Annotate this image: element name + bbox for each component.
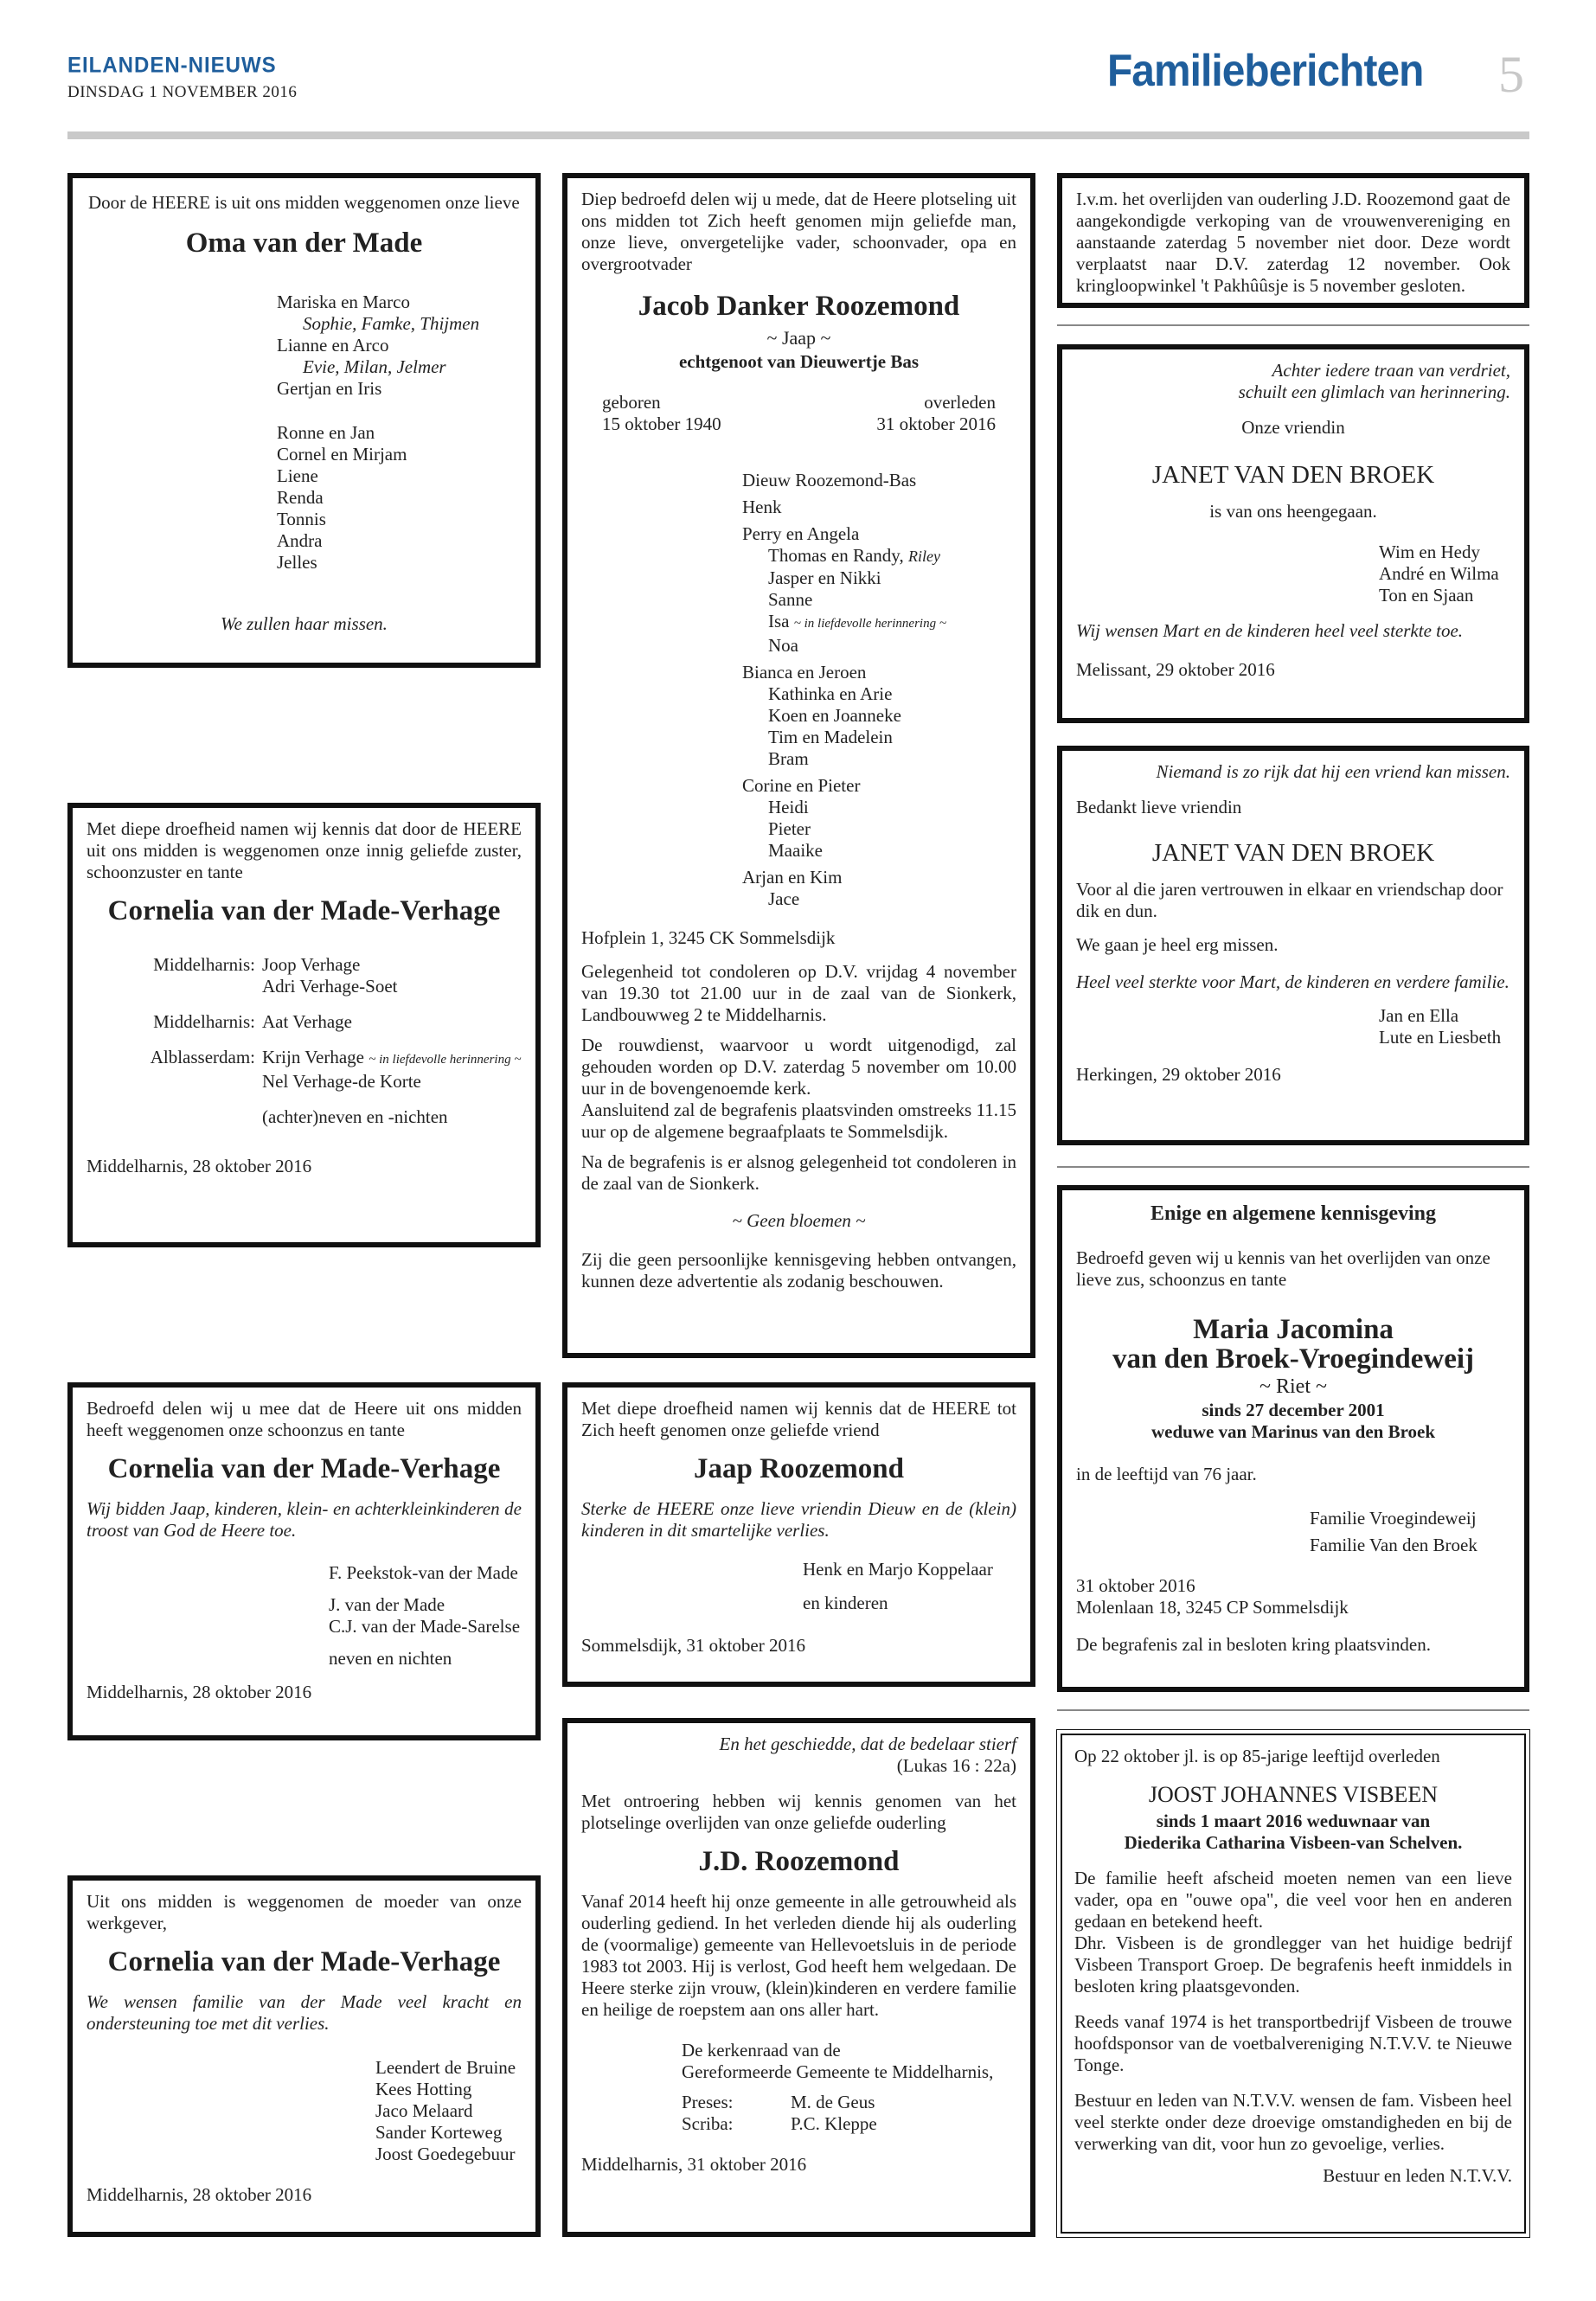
ad-maria-jacomina: [1057, 1185, 1529, 1692]
widow-since: sinds 27 december 2001: [1202, 1400, 1385, 1420]
ad-intro: Bedroefd geven wij u kennis van het overlijden van onze lieve zus, schoonzus en tante: [1076, 1247, 1490, 1290]
deceased-name: Oma van der Made: [185, 228, 423, 259]
family-member: Jelles: [277, 552, 317, 573]
family-member: [742, 705, 1016, 727]
ad-footer: Herkingen, 29 oktober 2016: [1076, 1064, 1281, 1085]
family-list: [88, 292, 520, 574]
signer: neven en nichten: [329, 1648, 452, 1669]
after-info: Na de begrafenis is er alsnog gelegenheid tot condoleren in de zaal van de Sionkerk.: [581, 1151, 1016, 1194]
family-member-name: Perry en Angela: [742, 523, 860, 544]
family-member-extra: Riley: [907, 548, 940, 565]
family-member: Evie, Milan, Jelmer: [303, 356, 446, 377]
ad-oma-van-der-made: [67, 173, 541, 668]
ad-cornelia-schoonzus: [67, 1382, 541, 1740]
family-member-name: Dieuw Roozemond-Bas: [742, 470, 917, 490]
deceased-name: J.D. Roozemond: [698, 1846, 900, 1877]
section-title: Familieberichten: [1107, 46, 1424, 96]
service-info: De rouwdienst, waarvoor u wordt uitgenodigd, zal gehouden worden op D.V. zaterdag 5 november om 10.00 uur in de bovengenoemde kerk.: [581, 1035, 1016, 1099]
relative: Adri Verhage-Soet: [262, 976, 398, 997]
place: Alblasserdam:: [150, 1047, 255, 1067]
closing-line: We zullen haar missen.: [221, 613, 388, 634]
announcement-text: I.v.m. het overlijden van ouderling J.D. Roozemond gaat de aangekondigde verkoping van de vrouwenvereniging en aanstaande zaterdag 5 november niet door. Deze wordt verplaatst naar D.V. zaterdag 12 november. Ook kringloopwinkel 't Pakhûûsje is 5 november gesloten.: [1076, 189, 1510, 296]
signer: Henk en Marjo Koppelaar: [803, 1559, 993, 1580]
ad-paragraph: Bestuur en leden van N.T.V.V. wensen de fam. Visbeen heel veel sterkte onder deze droevige omstandigheden en bij de verwerking van dit, voor hun zo gevoelige, verlies.: [1074, 2090, 1512, 2154]
memorial-note: ~ in liefdevolle herinnering ~: [369, 1053, 522, 1067]
memorial-note: ~ in liefdevolle herinnering ~: [793, 617, 946, 631]
deceased-name-last: van den Broek-Vroegindeweij: [1112, 1343, 1474, 1375]
sender: Gereformeerde Gemeente te Middelharnis,: [682, 2061, 994, 2082]
ad-wish: Heel veel sterkte voor Mart, de kinderen en verdere familie.: [1076, 971, 1509, 992]
ad-wish: Wij wensen Mart en de kinderen heel veel sterkte toe.: [1076, 620, 1464, 641]
ad-heading: Enige en algemene kennisgeving: [1150, 1202, 1436, 1225]
family-member: [742, 545, 1016, 567]
death-date: 31 oktober 2016: [1076, 1575, 1195, 1596]
bible-reference: (Lukas 16 : 22a): [896, 1755, 1016, 1776]
ad-footer: Middelharnis, 28 oktober 2016: [87, 1682, 312, 1702]
family-member-name: Bianca en Jeroen: [742, 662, 867, 683]
family-member-name: Maaike: [768, 840, 823, 861]
ad-body: Vanaf 2014 heeft hij onze gemeente in alle getrouwheid als ouderling gediend. In het verleden diende hij als ouderling de (voormalige) gemeente van Hellevoetsluis in de periode 1983 tot 2003. Hij is verlost, God heeft hem welgedaan. De Heere sterke zijn vrouw, (klein)kinderen en verdere familie en heilige de roepstem aan ons aller hart.: [581, 1891, 1016, 2020]
ad-wish: Sterke de HEERE onze lieve vriendin Dieuw en de (klein) kinderen in dit smartelijke verlies.: [581, 1498, 1016, 1541]
relative: Krijn Verhage: [262, 1047, 364, 1067]
family-member-name: Tim en Madelein: [768, 727, 893, 747]
family-member: [742, 567, 1016, 589]
funeral-info: De begrafenis zal in besloten kring plaatsvinden.: [1076, 1634, 1431, 1655]
signer: Jan en Ella: [1379, 1005, 1459, 1026]
signer: Leendert de Bruine: [375, 2057, 516, 2078]
family-member: [742, 797, 1016, 818]
ad-footer: Melissant, 29 oktober 2016: [1076, 659, 1275, 680]
family-member: [742, 683, 1016, 705]
signer: Sander Korteweg: [375, 2122, 503, 2143]
ad-paragraph: De familie heeft afscheid moeten nemen van een lieve vader, opa en "ouwe opa", die veel voor hen en anderen gedaan en betekend heeft.: [1074, 1868, 1512, 1932]
family-member: [742, 840, 1016, 862]
died-label: overleden: [924, 392, 996, 413]
ad-line: is van ons heengegaan.: [1209, 501, 1377, 522]
sender: De kerkenraad van de: [682, 2040, 841, 2061]
family-member: [742, 589, 1016, 611]
deceased-name: JANET VAN DEN BROEK: [1151, 839, 1435, 867]
address: Hofplein 1, 3245 CK Sommelsdijk: [581, 927, 836, 948]
ad-intro: Bedankt lieve vriendin: [1076, 797, 1242, 817]
family-member-name: Pieter: [768, 818, 811, 839]
family-member-name: Sanne: [768, 589, 813, 610]
family-member: [742, 635, 1016, 657]
family-member: Renda: [277, 487, 324, 508]
ad-joost-visbeen: [1061, 1734, 1526, 2234]
ad-paragraph: Dhr. Visbeen is de grondlegger van het huidige bedrijf Visbeen Transport Groep. De begrafenis heeft inmiddels in besloten kring plaatsgevonden.: [1074, 1932, 1512, 1997]
widower-since: sinds 1 maart 2016 weduwnaar van: [1156, 1811, 1431, 1831]
ad-intro: Door de HEERE is uit ons midden weggenomen onze lieve: [88, 192, 520, 213]
family-member: Cornel en Mirjam: [277, 444, 407, 465]
signer: F. Peekstok-van der Made: [329, 1562, 518, 1583]
family-member: Gertjan en Iris: [277, 378, 382, 399]
ad-intro: Diep bedroefd delen wij u mede, dat de Heere plotseling uit ons midden tot Zich heeft genomen mijn geliefde man, onze lieve, onvergetelijke vader, schoonvader, opa en overgrootvader: [581, 189, 1016, 274]
newspaper-brand: EILANDEN-NIEUWS: [67, 53, 277, 78]
family-member: [742, 662, 1016, 683]
family-member: Sophie, Famke, Thijmen: [303, 313, 480, 334]
family-signer: Familie Van den Broek: [1310, 1535, 1477, 1555]
signer: Jaco Melaard: [375, 2100, 473, 2121]
signer: Wim en Hedy: [1379, 542, 1480, 562]
issue-date: DINSDAG 1 NOVEMBER 2016: [67, 83, 298, 101]
family-member-name: Isa: [768, 611, 790, 631]
deceased-name-first: Maria Jacomina: [1193, 1314, 1394, 1345]
ad-footer: Middelharnis, 31 oktober 2016: [581, 2154, 807, 2175]
header-rule: [67, 131, 1529, 139]
family-member: Lianne en Arco: [277, 335, 389, 356]
family-signer: Familie Vroegindeweij: [1310, 1508, 1477, 1529]
family-member-name: Thomas en Randy,: [768, 545, 904, 566]
family-member: Ronne en Jan: [277, 422, 375, 443]
quote-line: Achter iedere traan van verdriet,: [1272, 360, 1510, 381]
role: Preses:: [682, 2092, 734, 2112]
family-member: [742, 727, 1016, 748]
family-member: [742, 867, 1016, 888]
separator-rule: [1057, 1709, 1529, 1711]
deceased-name: JOOST JOHANNES VISBEEN: [1148, 1782, 1439, 1807]
burial-info: Aansluitend zal de begrafenis plaatsvinden omstreeks 11.15 uur op de algemene begraafplaats te Sommelsdijk.: [581, 1099, 1016, 1142]
deceased-name: Cornelia van der Made-Verhage: [107, 1453, 501, 1484]
family-member-name: Heidi: [768, 797, 809, 817]
ad-intro: Met diepe droefheid namen wij kennis dat de HEERE tot Zich heeft genomen onze geliefde vriend: [581, 1398, 1016, 1440]
age-line: in de leeftijd van 76 jaar.: [1076, 1464, 1257, 1484]
signer: Joost Goedegebuur: [375, 2144, 516, 2164]
deceased-name: Cornelia van der Made-Verhage: [107, 895, 501, 926]
family-member: [742, 888, 1016, 910]
person: P.C. Kleppe: [791, 2113, 877, 2134]
ad-wish: Wij bidden Jaap, kinderen, klein- en achterkleinkinderen de troost van God de Heere toe.: [87, 1498, 522, 1541]
ad-text: We gaan je heel erg missen.: [1076, 934, 1279, 955]
separator-rule: [1057, 1166, 1529, 1168]
family-member-name: Corine en Pieter: [742, 775, 861, 796]
ad-footer: Middelharnis, 28 oktober 2016: [87, 1156, 312, 1176]
place: Middelharnis:: [153, 954, 255, 975]
deceased-name: Jacob Danker Roozemond: [638, 291, 960, 322]
family-member-name: Kathinka en Arie: [768, 683, 893, 704]
family-member: [742, 497, 1016, 518]
ad-footer: Sommelsdijk, 31 oktober 2016: [581, 1635, 805, 1656]
ad-text: Voor al die jaren vertrouwen in elkaar en vriendschap door dik en dun.: [1076, 879, 1503, 921]
family-list: [581, 470, 1016, 910]
nickname: ~ Jaap ~: [766, 327, 831, 349]
ad-janet-van-den-broek-2: [1057, 746, 1529, 1145]
family-member: [742, 470, 1016, 491]
family-member-name: Koen en Joanneke: [768, 705, 901, 726]
family-member-name: Noa: [768, 635, 798, 656]
ad-intro: Uit ons midden is weggenomen de moeder van onze werkgever,: [87, 1891, 522, 1933]
family-member: Tonnis: [277, 509, 326, 529]
place: Middelharnis:: [153, 1011, 255, 1032]
ad-janet-van-den-broek-1: [1057, 344, 1529, 723]
signer: Ton en Sjaan: [1379, 585, 1474, 606]
deceased-name: JANET VAN DEN BROEK: [1151, 461, 1435, 489]
born-label: geboren: [602, 392, 661, 413]
address: Molenlaan 18, 3245 CP Sommelsdijk: [1076, 1597, 1349, 1618]
ad-paragraph: Reeds vanaf 1974 is het transportbedrijf Visbeen de trouwe hoofdsponsor van de voetbalvereniging N.T.V.V. te Nieuwe Tonge.: [1074, 2011, 1512, 2075]
family-member: [742, 775, 1016, 797]
widow-of: weduwe van Marinus van den Broek: [1151, 1421, 1436, 1442]
relative: Aat Verhage: [262, 1011, 352, 1032]
ad-jd-roozemond-church: [562, 1718, 1035, 2237]
born-date: 15 oktober 1940: [602, 413, 721, 434]
condolence-info: Gelegenheid tot condoleren op D.V. vrijdag 4 november van 19.30 tot 21.00 uur in de zaal van de Sionkerk, Landbouwweg 2 te Middelharnis.: [581, 961, 1016, 1025]
family-member-name: Arjan en Kim: [742, 867, 843, 888]
ad-cornelia-employer: [67, 1875, 541, 2237]
person: M. de Geus: [791, 2092, 875, 2112]
role: Scriba:: [682, 2113, 734, 2134]
family-member: [742, 818, 1016, 840]
family-member: [742, 523, 1016, 545]
ad-sale-cancelled: [1057, 173, 1529, 308]
deceased-name: Cornelia van der Made-Verhage: [107, 1946, 501, 1977]
quote-line: schuilt een glimlach van herinnering.: [1238, 381, 1510, 402]
bible-quote: En het geschiedde, dat de bedelaar stierf: [719, 1734, 1016, 1754]
signer: Lute en Liesbeth: [1379, 1027, 1502, 1048]
signer: Kees Hotting: [375, 2079, 472, 2099]
ad-intro: Bedroefd delen wij u mee dat de Heere uit ons midden heeft weggenomen onze schoonzus en tante: [87, 1398, 522, 1440]
family-member: [742, 611, 1016, 635]
family-member-name: Jasper en Nikki: [768, 567, 881, 588]
deceased-name: Jaap Roozemond: [694, 1453, 904, 1484]
notice: Zij die geen persoonlijke kennisgeving hebben ontvangen, kunnen deze advertentie als zodanig beschouwen.: [581, 1249, 1016, 1292]
relative: Nel Verhage-de Korte: [262, 1071, 421, 1092]
no-flowers: ~ Geen bloemen ~: [732, 1210, 866, 1231]
separator-rule: [1057, 324, 1529, 326]
signer: André en Wilma: [1379, 563, 1499, 584]
family-member-name: Jace: [768, 888, 800, 909]
family-member-name: Bram: [768, 748, 809, 769]
family-member-name: Henk: [742, 497, 782, 517]
family-member: Liene: [277, 465, 318, 486]
ad-jacob-roozemond: [562, 173, 1035, 1358]
ad-wish: We wensen familie van der Made veel kracht en ondersteuning toe met dit verlies.: [87, 1991, 522, 2034]
signer: C.J. van der Made-Sarelse: [329, 1616, 521, 1637]
ad-intro: Op 22 oktober jl. is op 85-jarige leeftijd overleden: [1074, 1746, 1440, 1766]
ad-intro: Met diepe droefheid namen wij kennis dat door de HEERE uit ons midden is weggenomen onze innig geliefde zuster, schoonzuster en tante: [87, 818, 522, 882]
nickname: ~ Riet ~: [1259, 1375, 1327, 1398]
ad-footer: Bestuur en leden N.T.V.V.: [1323, 2165, 1512, 2186]
ad-intro: Met ontroering hebben wij kennis genomen van het plotselinge overlijden van onze geliefde ouderling: [581, 1791, 1016, 1833]
quote-line: Niemand is zo rijk dat hij een vriend kan missen.: [1156, 761, 1510, 782]
ad-cornelia-family: [67, 803, 541, 1247]
family-member: [742, 748, 1016, 770]
ad-jaap-roozemond-friends: [562, 1382, 1035, 1687]
signer: en kinderen: [803, 1593, 888, 1613]
family-member: Mariska en Marco: [277, 292, 410, 312]
relative: Joop Verhage: [262, 954, 361, 975]
ad-footer: Middelharnis, 28 oktober 2016: [87, 2184, 312, 2205]
ad-intro: Onze vriendin: [1241, 417, 1345, 438]
family-member: Andra: [277, 530, 323, 551]
relatives-line: (achter)neven en -nichten: [262, 1106, 448, 1127]
died-date: 31 oktober 2016: [876, 413, 996, 434]
page-number: 5: [1498, 46, 1524, 103]
widower-of: Diederika Catharina Visbeen-van Schelven.: [1124, 1832, 1463, 1853]
signer: J. van der Made: [329, 1594, 445, 1615]
spouse-line: echtgenoot van Dieuwertje Bas: [678, 351, 920, 372]
